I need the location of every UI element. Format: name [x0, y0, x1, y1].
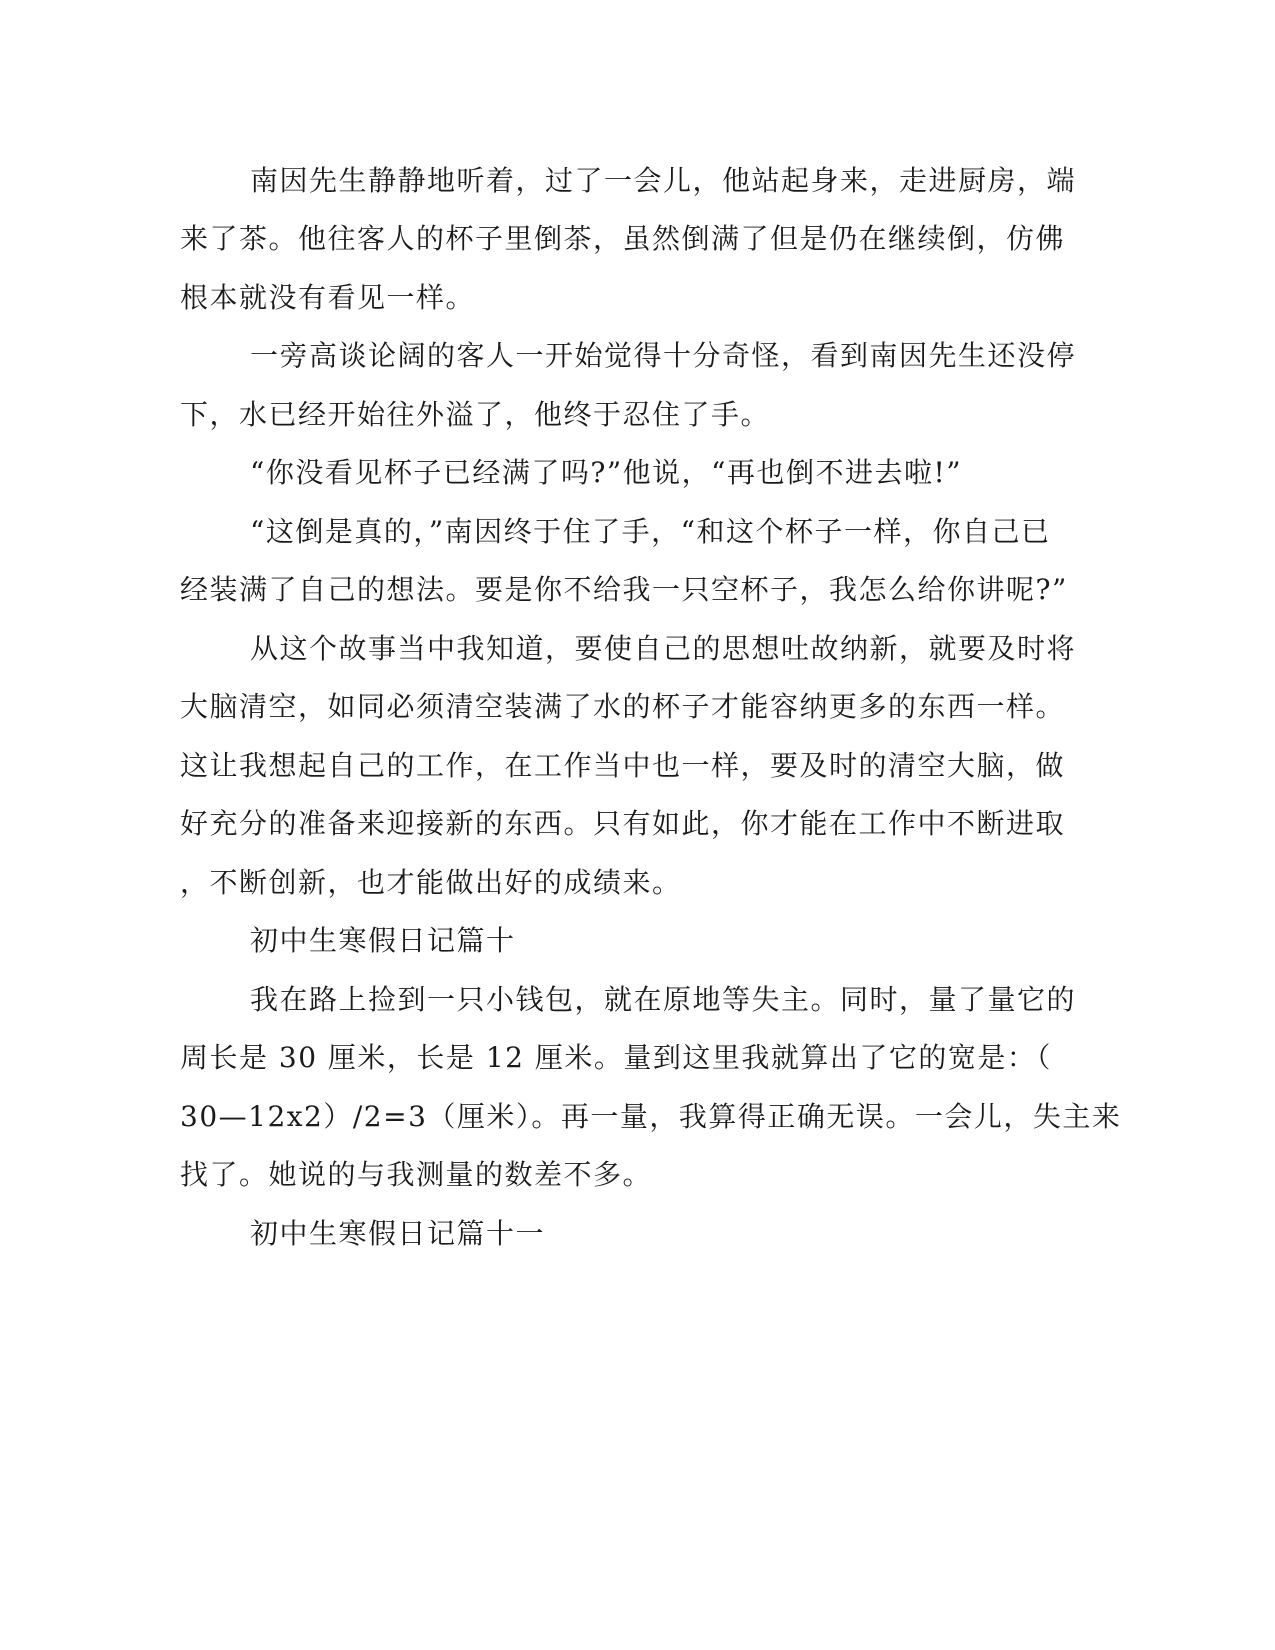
paragraph-line: 好充分的准备来迎接新的东西。只有如此，你才能在工作中不断进取 [180, 807, 1066, 840]
paragraph-line: 经装满了自己的想法。要是你不给我一只空杯子，我怎么给你讲呢?” [180, 573, 1068, 606]
paragraph-line: 我在路上捡到一只小钱包，就在原地等失主。同时，量了量它的 [250, 983, 1077, 1016]
paragraph-line: 找了。她说的与我测量的数差不多。 [180, 1158, 653, 1191]
paragraph-line: 大脑清空，如同必须清空装满了水的杯子才能容纳更多的东西一样。 [180, 690, 1066, 723]
paragraph-line: 南因先生静静地听着，过了一会儿，他站起身来，走进厨房，端 [250, 164, 1077, 197]
paragraph-line: 30—12x2）/2=3（厘米）。再一量，我算得正确无误。一会儿，失主来 [180, 1100, 1122, 1133]
paragraph-line: ，不断创新，也才能做出好的成绩来。 [180, 866, 682, 899]
paragraph-line: 来了茶。他往客人的杯子里倒茶，虽然倒满了但是仍在继续倒，仿佛 [180, 222, 1066, 255]
section-heading: 初中生寒假日记篇十 [250, 924, 516, 957]
paragraph-line: 周长是 30 厘米，长是 12 厘米。量到这里我就算出了它的宽是：（ [180, 1041, 1052, 1074]
paragraph-line: “这倒是真的，”南因终于住了手，“和这个杯子一样，你自己已 [250, 515, 1051, 548]
paragraph-line: “你没看见杯子已经满了吗?”他说，“再也倒不进去啦!” [250, 456, 963, 489]
paragraph-line: 从这个故事当中我知道，要使自己的思想吐故纳新，就要及时将 [250, 632, 1077, 665]
paragraph-line: 一旁高谈论阔的客人一开始觉得十分奇怪，看到南因先生还没停 [250, 339, 1077, 372]
paragraph-line: 下，水已经开始往外溢了，他终于忍住了手。 [180, 398, 771, 431]
paragraph-line: 根本就没有看见一样。 [180, 281, 476, 314]
paragraph-line: 这让我想起自己的工作，在工作当中也一样，要及时的清空大脑，做 [180, 749, 1066, 782]
section-heading: 初中生寒假日记篇十一 [250, 1217, 546, 1250]
